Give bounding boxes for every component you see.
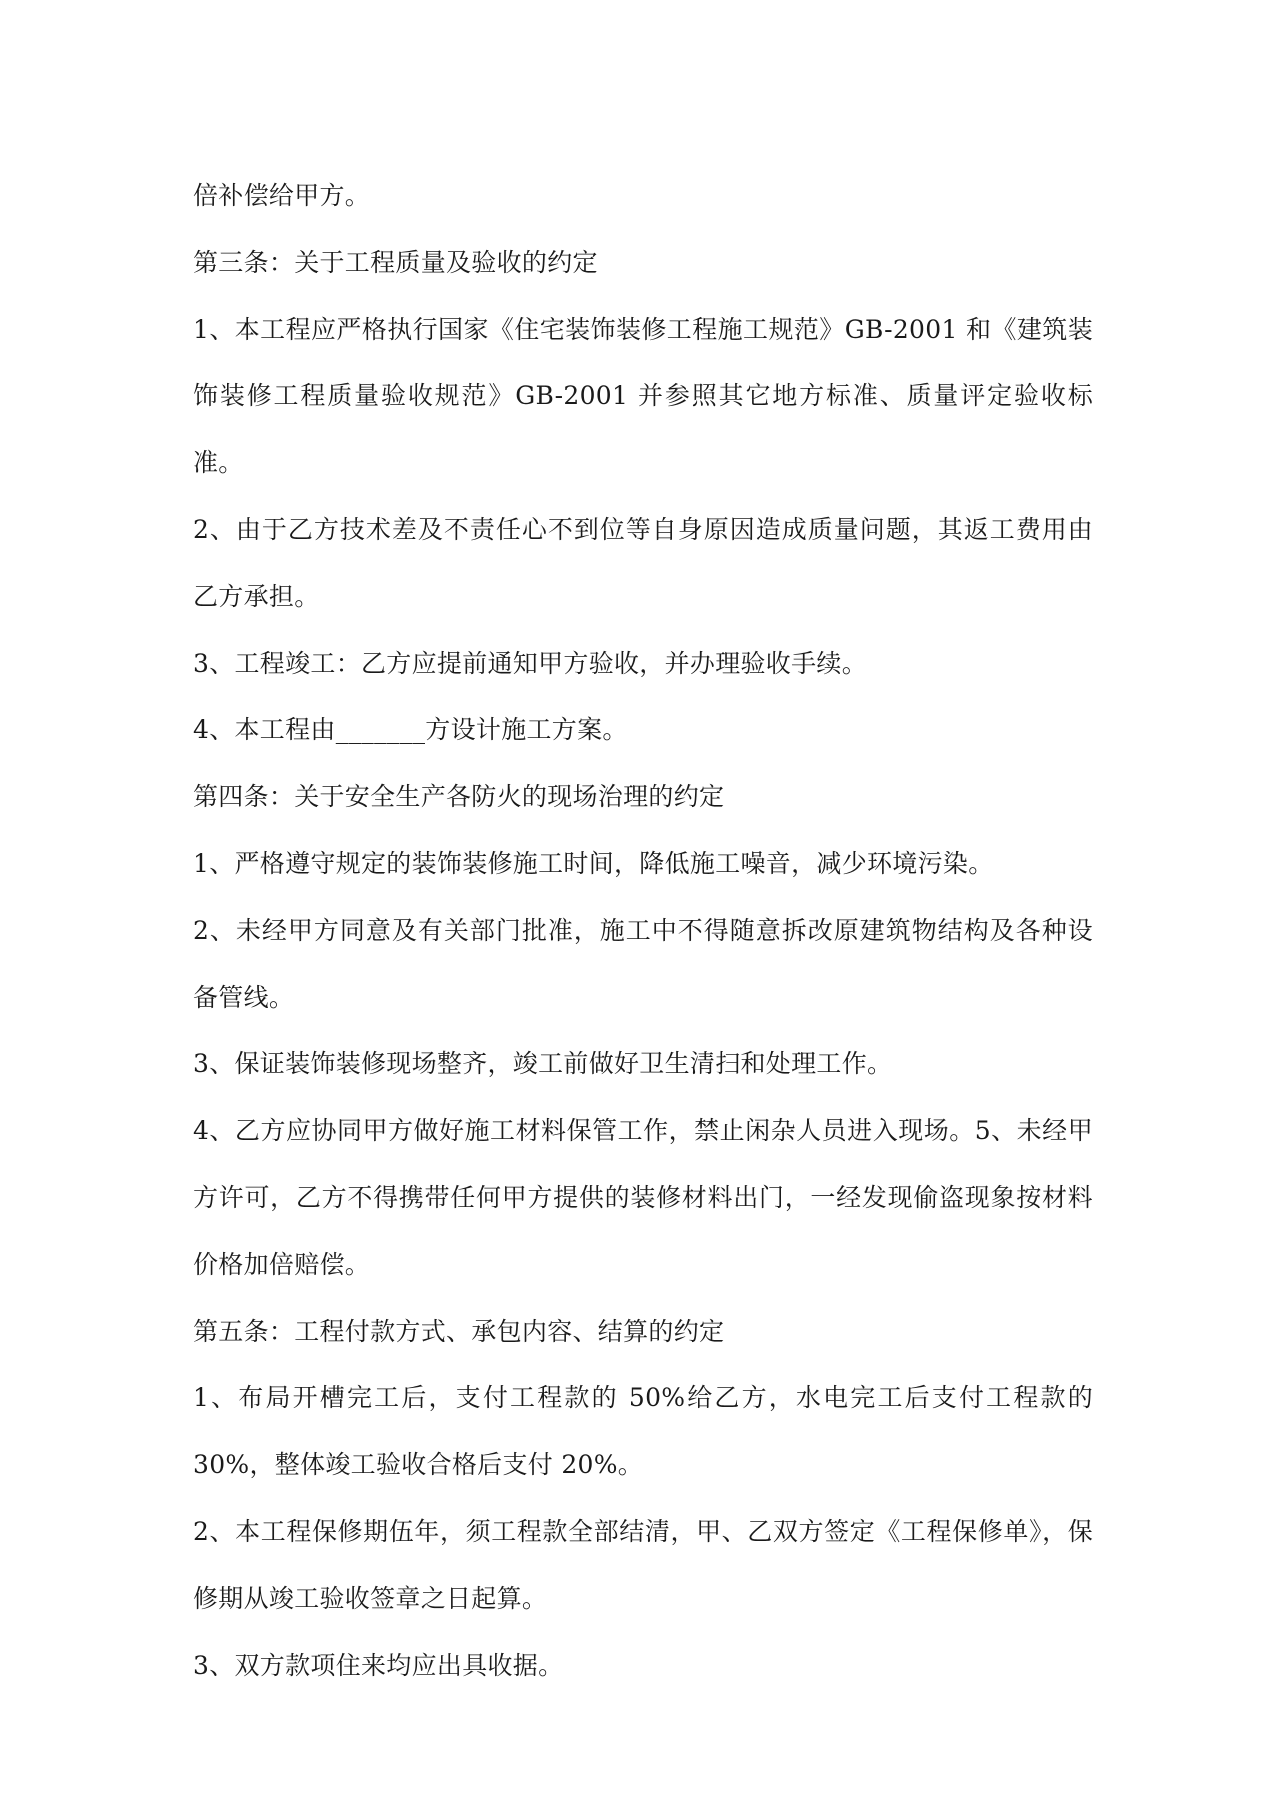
article-5-clause-2: 2、本工程保修期伍年，须工程款全部结清，甲、乙双方签定《工程保修单》，保修期从竣工验收签章之日起算。 — [193, 1516, 1093, 1613]
article-5-heading: 第五条：工程付款方式、承包内容、结算的约定 — [193, 1316, 725, 1346]
article-4-clause-2: 2、未经甲方同意及有关部门批准，施工中不得随意拆改原建筑物结构及各种设备管线。 — [193, 915, 1093, 1012]
article-3-clause-2: 2、由于乙方技术差及不责任心不到位等自身原因造成质量问题，其返工费用由乙方承担。 — [193, 514, 1093, 611]
document-body — [193, 163, 1093, 1699]
article-4-heading: 第四条：关于安全生产各防火的现场治理的约定 — [193, 782, 725, 812]
article-4-clause-1: 1、严格遵守规定的装饰装修施工时间，降低施工噪音，减少环境污染。 — [193, 848, 994, 878]
article-3-clause-3: 3、工程竣工：乙方应提前通知甲方验收，并办理验收手续。 — [193, 648, 868, 678]
paragraph-continuation: 倍补偿给甲方。 — [193, 181, 371, 210]
article-4-clause-3: 3、保证装饰装修现场整齐，竣工前做好卫生清扫和处理工作。 — [193, 1049, 893, 1079]
article-4-clause-4-5: 4、乙方应协同甲方做好施工材料保管工作，禁止闲杂人员进入现场。5、未经甲方许可，乙方不得携带任何甲方提供的装修材料出门，一经发现偷盗现象按材料价格加倍赔偿。 — [193, 1116, 1093, 1279]
article-3-heading: 第三条：关于工程质量及验收的约定 — [193, 247, 598, 277]
article-5-clause-3: 3、双方款项住来均应出具收据。 — [193, 1650, 564, 1680]
article-3-clause-4: 4、本工程由_______方设计施工方案。 — [193, 715, 628, 745]
article-3-clause-1: 1、本工程应严格执行国家《住宅装饰装修工程施工规范》GB-2001 和《建筑装饰装修工程质量验收规范》GB-2001 并参照其它地方标准、质量评定验收标准。 — [193, 314, 1093, 478]
article-5-clause-1: 1、布局开槽完工后，支付工程款的 50%给乙方，水电完工后支付工程款的 30%，整体竣工验收合格后支付 20%。 — [193, 1383, 1093, 1480]
